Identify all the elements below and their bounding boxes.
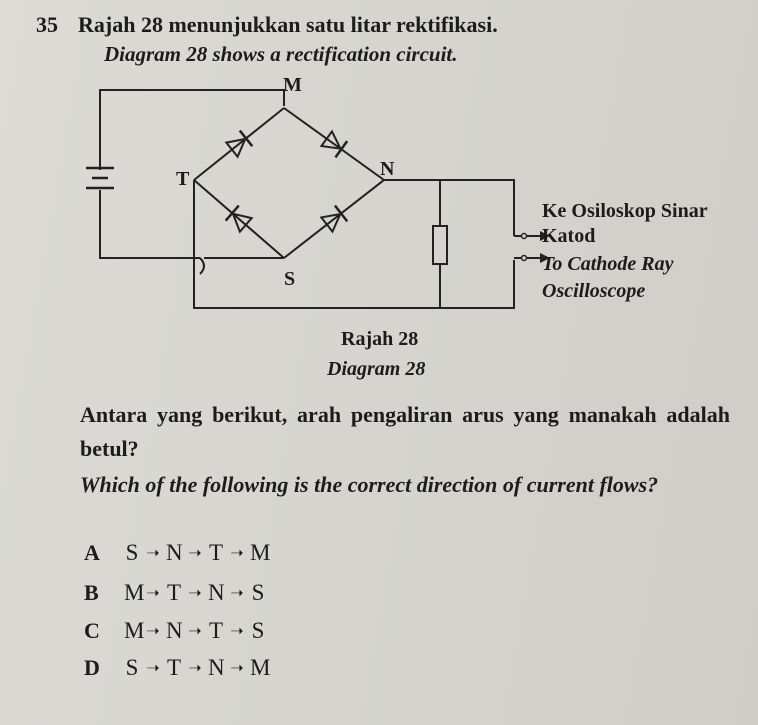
arrow-right-icon: ➝ (188, 660, 202, 677)
node-label-n: N (380, 158, 395, 180)
load-resistor (433, 226, 447, 264)
option-b[interactable] (84, 580, 266, 606)
arrow-right-icon: ➝ (230, 585, 244, 602)
question-title-ms: Rajah 28 menunjukkan satu litar rektifikasi. (78, 12, 498, 37)
arrow-right-icon: ➝ (188, 623, 202, 640)
option-sequence: S ➝ N ➝ T ➝ M (125, 540, 271, 565)
output-label-en-2: Oscilloscope (542, 280, 646, 302)
diagram-caption-ms: Rajah 28 (341, 328, 419, 350)
question-number: 35 (36, 12, 58, 37)
option-letter: A (84, 540, 100, 565)
wire-m-n (284, 108, 384, 180)
prompt-ms: Antara yang berikut, arah pengaliran arus yang manakah adalah betul? (80, 402, 730, 461)
arrow-right-icon: ➝ (188, 545, 202, 562)
question-title-en: Diagram 28 shows a rectification circuit. (104, 42, 458, 66)
option-sequence: M ➝ T ➝ N ➝ S (124, 580, 265, 605)
wire-t-down (194, 180, 440, 308)
arrow-right-icon: ➝ (146, 623, 160, 640)
arrow-right-icon: ➝ (188, 585, 202, 602)
output-terminal-1 (522, 234, 527, 239)
node-label-t: T (176, 168, 190, 190)
wire-left-bottom (100, 190, 200, 258)
option-letter: D (84, 655, 100, 680)
node-label-s: S (284, 268, 296, 290)
wire-bottom-right (440, 260, 514, 308)
output-terminal-2 (522, 256, 527, 261)
arrow-right-icon: ➝ (230, 660, 244, 677)
output-label-en-1: To Cathode Ray (542, 253, 674, 275)
option-a[interactable] (84, 540, 271, 566)
wire-n-s (284, 180, 384, 258)
prompt-en: Which of the following is the correct direction of current flows? (80, 472, 659, 497)
option-sequence: S ➝ T ➝ N ➝ M (125, 655, 271, 680)
node-label-m: M (283, 74, 302, 96)
arrow-right-icon: ➝ (146, 585, 160, 602)
wire-crossover (200, 258, 204, 274)
arrow-right-icon: ➝ (230, 623, 244, 640)
option-letter: B (84, 580, 99, 605)
output-label-ms-2: Katod (542, 225, 596, 247)
option-letter: C (84, 618, 100, 643)
arrow-right-icon: ➝ (146, 545, 160, 562)
diagram-caption-en: Diagram 28 (327, 358, 426, 380)
option-c[interactable] (84, 618, 266, 644)
wire-m-t (194, 108, 284, 180)
wire-t-s (194, 180, 284, 258)
arrow-right-icon: ➝ (230, 545, 244, 562)
arrow-right-icon: ➝ (146, 660, 160, 677)
option-sequence: M ➝ N ➝ T ➝ S (124, 618, 265, 643)
output-label-ms-1: Ke Osiloskop Sinar (542, 200, 708, 222)
option-d[interactable] (84, 655, 271, 681)
wire-n-right (384, 180, 514, 236)
